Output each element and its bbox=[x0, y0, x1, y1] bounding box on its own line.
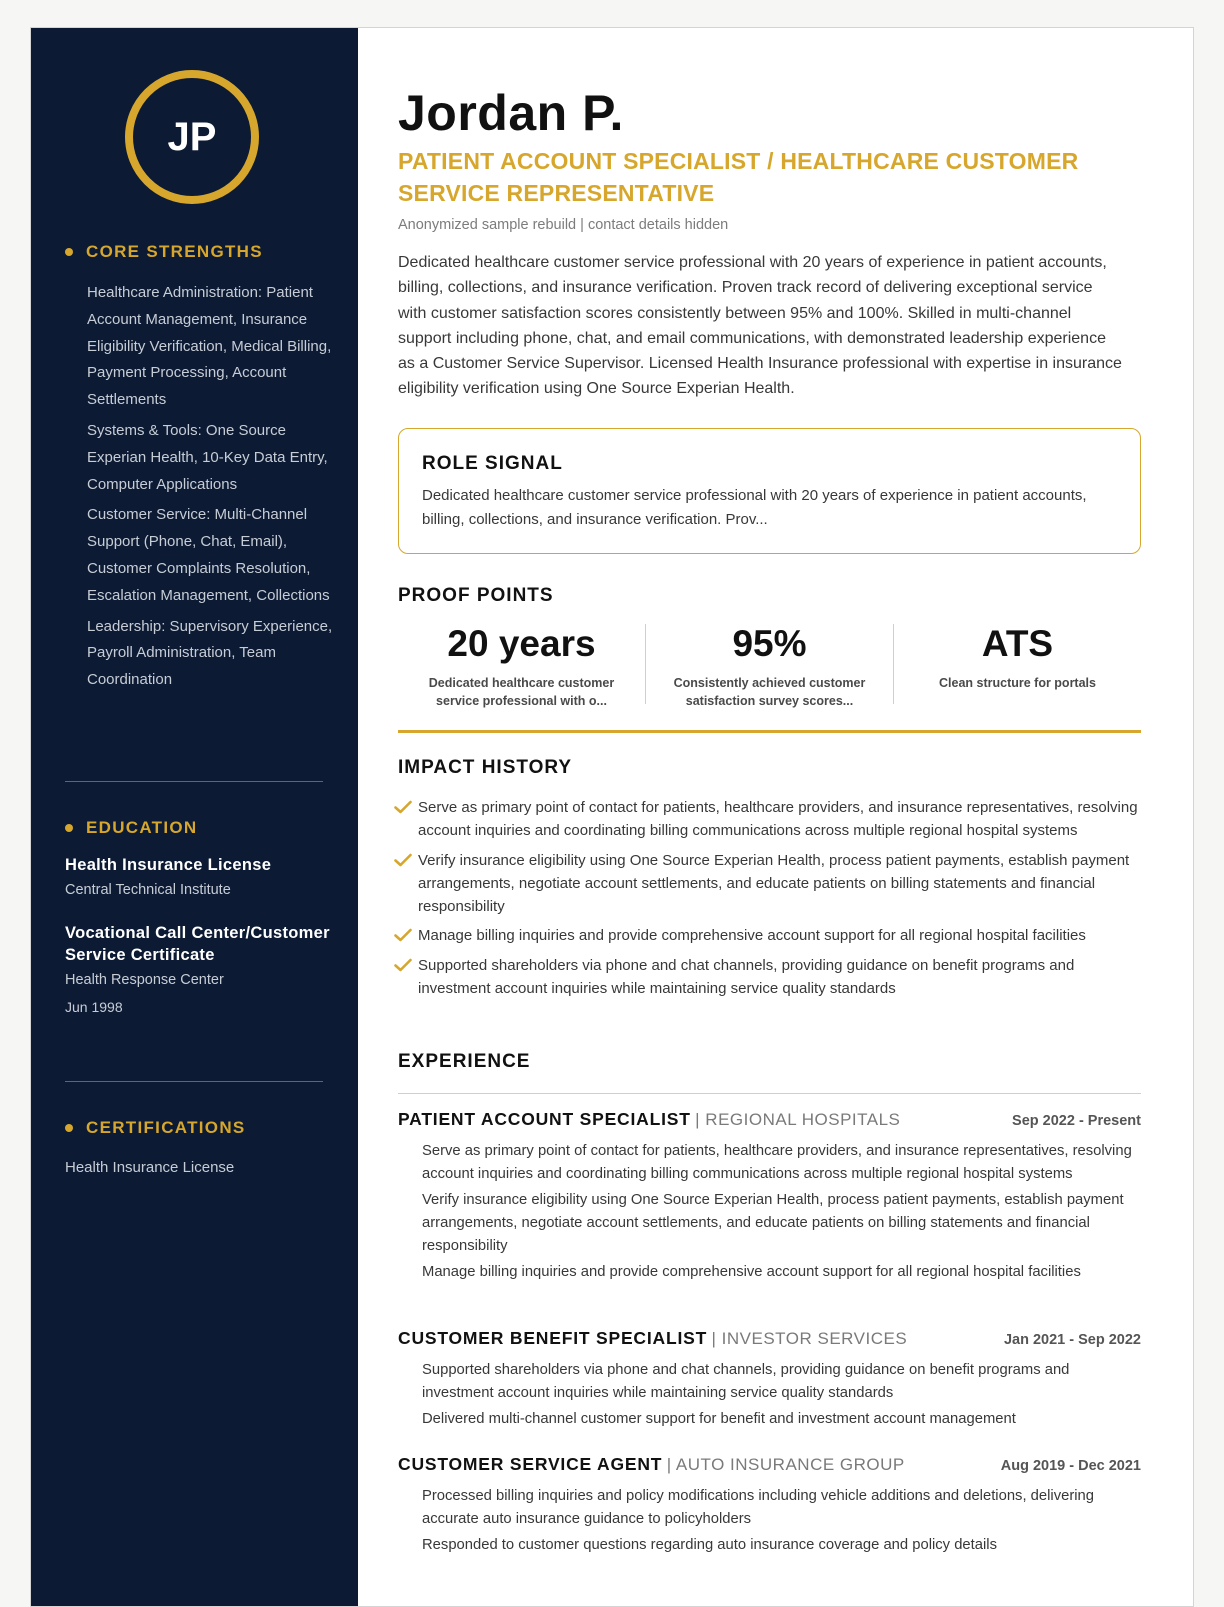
education-title: Health Insurance License bbox=[65, 856, 272, 874]
job-bullets bbox=[398, 1485, 1141, 1557]
strength-item: Leadership: Supervisory Experience, Payroll Administration, Team Coordination bbox=[87, 617, 333, 689]
sidebar-divider bbox=[65, 1081, 323, 1082]
strengths-list bbox=[87, 280, 337, 698]
anonymized-note: Anonymized sample rebuild | contact details hidden bbox=[398, 217, 729, 233]
avatar bbox=[125, 70, 259, 204]
job-title: CUSTOMER SERVICE AGENT bbox=[398, 1454, 663, 1474]
proof-points bbox=[398, 623, 1141, 708]
education-org: Central Technical Institute bbox=[65, 882, 231, 898]
strength-item: Customer Service: Multi-Channel Support (Phone, Chat, Email), Customer Complaints Resolution, Escalation Management, Collections bbox=[87, 506, 330, 604]
job-entry bbox=[398, 1454, 1141, 1560]
impact-item bbox=[394, 924, 1139, 947]
sidebar bbox=[31, 28, 358, 1606]
proof-label: Consistently achieved customer satisfaction survey scores... bbox=[673, 676, 866, 708]
role-signal-text: Dedicated healthcare customer service professional with 20 years of experience in patient accounts, billing, collections, and insurance verification. Prov... bbox=[422, 487, 1087, 528]
education-entry bbox=[65, 854, 335, 898]
core-strengths-heading bbox=[65, 242, 263, 262]
proof-point bbox=[398, 623, 645, 708]
job-header bbox=[398, 1328, 1141, 1349]
avatar-initials: JP bbox=[167, 114, 217, 159]
job-bullets bbox=[398, 1140, 1141, 1284]
proof-point bbox=[645, 623, 893, 708]
strength-item: Systems & Tools: One Source Experian Health, 10-Key Data Entry, Computer Applications bbox=[87, 421, 328, 493]
candidate-name: Jordan P. bbox=[398, 85, 624, 141]
experience-divider bbox=[398, 1093, 1141, 1094]
impact-item bbox=[394, 796, 1139, 842]
job-dates: Jan 2021 - Sep 2022 bbox=[1003, 1332, 1141, 1348]
job-bullets bbox=[398, 1359, 1141, 1431]
proof-value: ATS bbox=[981, 623, 1054, 664]
job-title-line bbox=[398, 1328, 907, 1349]
job-title: PATIENT ACCOUNT SPECIALIST bbox=[398, 1109, 691, 1129]
impact-text: Serve as primary point of contact for patients, healthcare providers, and insurance representatives, resolving account inquiries and coordinating billing communications across multiple regional hospital systems bbox=[418, 799, 1138, 839]
education-heading bbox=[65, 818, 198, 838]
check-icon bbox=[394, 928, 412, 942]
bullet-dot-icon bbox=[65, 1124, 73, 1132]
role-signal-box bbox=[398, 428, 1141, 554]
job-header bbox=[398, 1109, 1141, 1130]
job-title-line bbox=[398, 1109, 900, 1130]
job-title-line bbox=[398, 1454, 905, 1475]
impact-item bbox=[394, 849, 1139, 918]
sidebar-divider bbox=[65, 781, 323, 782]
check-icon bbox=[394, 800, 412, 814]
impact-item bbox=[394, 954, 1139, 1000]
check-icon bbox=[394, 958, 412, 972]
job-bullet: Supported shareholders via phone and chat channels, providing guidance on benefit programs and investment account inquiries while maintaining service quality standards bbox=[422, 1362, 1070, 1401]
education-entry bbox=[65, 922, 335, 1015]
job-entry bbox=[398, 1328, 1141, 1434]
education-date: Jun 1998 bbox=[65, 999, 123, 1015]
job-company: | REGIONAL HOSPITALS bbox=[695, 1110, 901, 1129]
job-bullet: Serve as primary point of contact for patients, healthcare providers, and insurance representatives, resolving account inquiries and coordinating billing communications across multiple regional hospital systems bbox=[422, 1143, 1132, 1182]
role-signal-heading: ROLE SIGNAL bbox=[422, 453, 563, 474]
candidate-title: PATIENT ACCOUNT SPECIALIST / HEALTHCARE CUSTOMER SERVICE REPRESENTATIVE bbox=[398, 148, 1079, 206]
education-org: Health Response Center bbox=[65, 972, 224, 988]
job-bullet: Verify insurance eligibility using One Source Experian Health, process patient payments, establish payment arrangements, negotiate account settlements, and educate patients on billing statements and financial responsibility bbox=[422, 1192, 1124, 1254]
core-strengths-heading-text: CORE STRENGTHS bbox=[86, 242, 263, 261]
impact-text: Manage billing inquiries and provide comprehensive account support for all regional hospital facilities bbox=[418, 927, 1086, 944]
impact-text: Supported shareholders via phone and chat channels, providing guidance on benefit programs and investment account inquiries while maintaining service quality standards bbox=[418, 956, 1075, 997]
job-bullet: Delivered multi-channel customer support for benefit and investment account management bbox=[422, 1411, 1016, 1428]
impact-text: Verify insurance eligibility using One Source Experian Health, process patient payments, establish payment arrangements, negotiate account settlements, and educate patients on billing statements and financial responsibility bbox=[418, 851, 1130, 915]
proof-label: Dedicated healthcare customer service professional with o... bbox=[428, 676, 615, 708]
check-icon bbox=[394, 853, 412, 867]
education-heading-text: EDUCATION bbox=[86, 818, 198, 837]
resume-page bbox=[30, 27, 1194, 1607]
main-content bbox=[358, 28, 1193, 1606]
bullet-dot-icon bbox=[65, 824, 73, 832]
section-divider bbox=[398, 730, 1141, 733]
job-dates: Sep 2022 - Present bbox=[1012, 1113, 1141, 1129]
summary-paragraph: Dedicated healthcare customer service professional with 20 years of experience in patient accounts, billing, collections, and insurance verification. Proven track record of delivering exceptional service with customer satisfaction scores consistently between 95% and 100%. Skilled in multi-channel support including phone, chat, and email communications, with demonstrated leadership experience as a Customer Service Supervisor. Licensed Health Insurance professional with expertise in insurance eligibility verification using One Source Experian Health. bbox=[398, 254, 1122, 398]
job-title: CUSTOMER BENEFIT SPECIALIST bbox=[398, 1328, 708, 1348]
bullet-dot-icon bbox=[65, 248, 73, 256]
job-bullet: Responded to customer questions regarding auto insurance coverage and policy details bbox=[422, 1537, 997, 1554]
proof-label: Clean structure for portals bbox=[939, 676, 1096, 690]
strength-item: Healthcare Administration: Patient Account Management, Insurance Eligibility Verification, Medical Billing, Payment Processing, Account Settlements bbox=[87, 284, 332, 409]
job-company: | INVESTOR SERVICES bbox=[711, 1329, 908, 1348]
proof-value: 20 years bbox=[447, 623, 596, 664]
impact-list bbox=[394, 796, 1139, 1006]
proof-value: 95% bbox=[732, 623, 807, 664]
certifications-heading bbox=[65, 1118, 246, 1138]
certifications-heading-text: CERTIFICATIONS bbox=[86, 1118, 246, 1137]
education-title: Vocational Call Center/Customer Service Certificate bbox=[65, 924, 330, 964]
job-dates: Aug 2019 - Dec 2021 bbox=[1000, 1458, 1141, 1474]
job-bullet: Manage billing inquiries and provide comprehensive account support for all regional hospital facilities bbox=[422, 1263, 1081, 1280]
certification-item: Health Insurance License bbox=[65, 1159, 235, 1176]
job-entry bbox=[398, 1109, 1141, 1287]
job-header bbox=[398, 1454, 1141, 1475]
proof-points-heading: PROOF POINTS bbox=[398, 585, 554, 606]
impact-history-heading: IMPACT HISTORY bbox=[398, 757, 573, 778]
job-company: | AUTO INSURANCE GROUP bbox=[666, 1455, 905, 1474]
experience-heading: EXPERIENCE bbox=[398, 1051, 531, 1072]
job-bullet: Processed billing inquiries and policy modifications including vehicle additions and deletions, delivering accurate auto insurance guidance to policyholders bbox=[422, 1488, 1095, 1527]
proof-point bbox=[893, 624, 1141, 704]
